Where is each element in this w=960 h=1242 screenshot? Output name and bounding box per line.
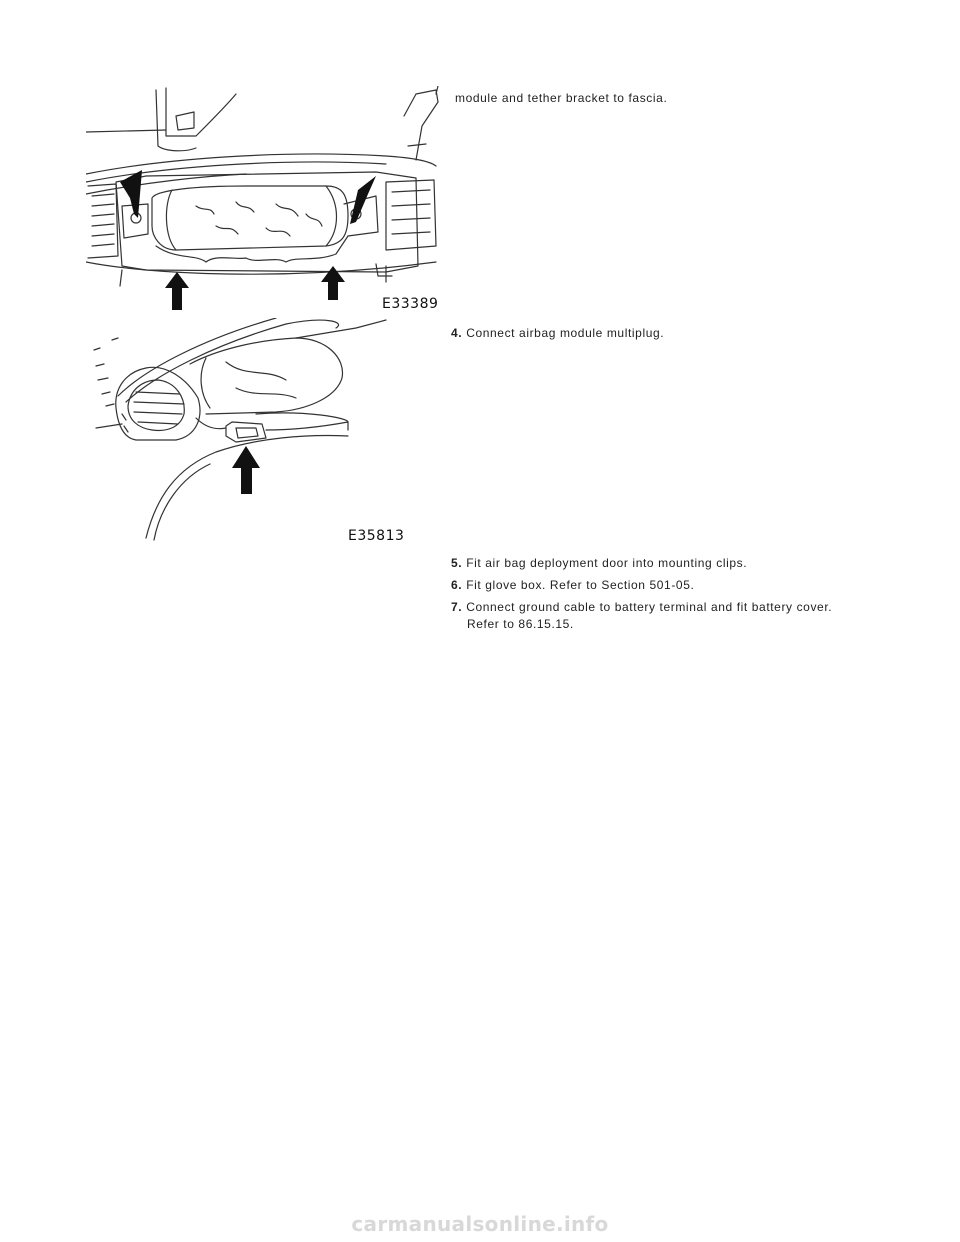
- step-4: [451, 325, 911, 342]
- step-continuation: Refer to 86.15.15.: [467, 617, 574, 631]
- step-text: module and tether bracket to fascia.: [455, 91, 668, 105]
- step-3-continuation: [451, 90, 911, 107]
- step-text: Fit glove box. Refer to Section 501-05.: [466, 578, 695, 592]
- figure-airbag-multiplug: [86, 318, 456, 548]
- step-number: 4.: [451, 326, 463, 340]
- step-number: 6.: [451, 578, 463, 592]
- figure-label: E33389: [382, 296, 439, 312]
- step-text: Connect ground cable to battery terminal and fit battery cover.: [466, 600, 833, 614]
- step-number: 7.: [451, 600, 463, 614]
- watermark: carmanualsonline.info: [351, 1212, 609, 1236]
- airbag-module-fascia-icon: [86, 86, 456, 316]
- airbag-multiplug-icon: [86, 318, 456, 548]
- figure-label: E35813: [348, 528, 405, 544]
- step-text: Fit air bag deployment door into mounting clips.: [466, 556, 748, 570]
- step-7: [451, 599, 911, 633]
- figure-airbag-module-fascia: [86, 86, 456, 316]
- step-5: [451, 555, 911, 572]
- step-6: [451, 577, 911, 594]
- step-text: Connect airbag module multiplug.: [466, 326, 665, 340]
- step-number: 5.: [451, 556, 463, 570]
